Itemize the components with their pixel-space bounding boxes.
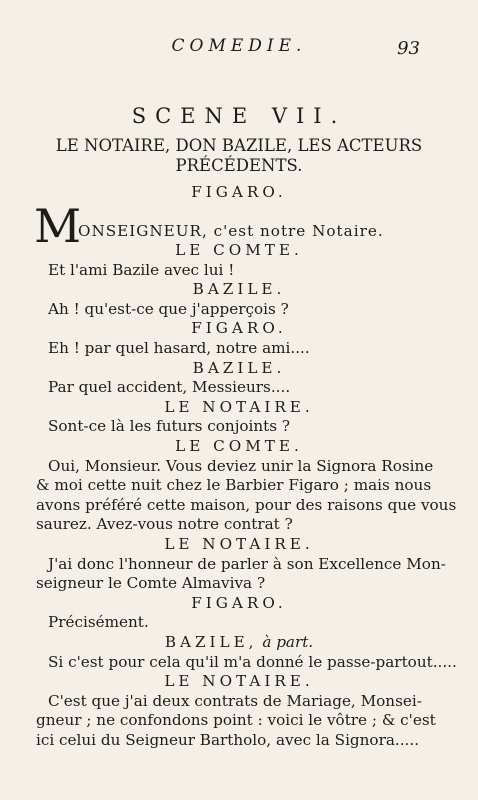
line-text: Précisément.	[48, 613, 149, 632]
line-text: seigneur le Comte Almaviva ?	[36, 574, 266, 593]
dialogue-line	[0, 613, 478, 632]
stage-direction: à part.	[257, 633, 314, 651]
dialogue-line	[0, 457, 478, 476]
opening-speaker: FIGARO.	[191, 183, 287, 201]
running-head: COMEDIE.	[171, 36, 307, 56]
speaker-label: LE COMTE.	[175, 241, 303, 259]
speaker-name	[0, 280, 478, 299]
speaker-name	[0, 398, 478, 417]
dialogue-line	[0, 653, 478, 672]
speaker-label: BAZILE,	[164, 633, 258, 651]
dialogue-line	[0, 574, 478, 593]
dialogue-line	[0, 476, 478, 495]
line-text: avons préféré cette maison, pour des raisons que vous	[36, 495, 457, 514]
scene-title: SCENE VII.	[131, 104, 347, 128]
speaker-name	[0, 359, 478, 378]
speaker-name	[0, 319, 478, 338]
speaker-name	[0, 535, 478, 554]
speaker-name	[0, 633, 478, 652]
speaker-name	[0, 437, 478, 456]
speaker-label: LE COMTE.	[175, 437, 303, 455]
line-text: Si c'est pour cela qu'il m'a donné le passe-partout.....	[48, 652, 457, 671]
line-text: J'ai donc l'honneur de parler à son Excellence Mon-	[48, 554, 446, 573]
speaker-label: BAZILE.	[192, 280, 286, 299]
line-text: Par quel accident, Messieurs....	[48, 378, 291, 397]
drop-cap: M	[34, 199, 82, 253]
line-text: Et l'ami Bazile avec lui !	[48, 260, 235, 279]
speaker-name	[0, 672, 478, 691]
speaker-label: LE NOTAIRE.	[164, 672, 314, 691]
line-text: Eh ! par quel hasard, notre ami....	[48, 339, 310, 357]
dialogue-line	[0, 731, 478, 750]
dialogue-line	[0, 496, 478, 515]
opening-text: ONSEIGNEUR, c'est notre Notaire.	[78, 222, 384, 240]
line-text: C'est que j'ai deux contrats de Mariage, Monsei-	[48, 691, 422, 710]
speaker-label: BAZILE.	[192, 358, 286, 377]
line-text: saurez. Avez-vous notre contrat ?	[36, 515, 293, 534]
dialogue-line	[0, 692, 478, 711]
dialogue-line	[0, 711, 478, 730]
page-number: 93	[397, 38, 420, 59]
line-text: Oui, Monsieur. Vous deviez unir la Signora Rosine	[48, 456, 434, 475]
line-text: & moi cette nuit chez le Barbier Figaro ; mais nous	[36, 476, 432, 495]
speaker-label: LE NOTAIRE.	[164, 535, 314, 553]
speaker-name	[0, 594, 478, 613]
line-text: Ah ! qu'est-ce que j'apperçois ?	[48, 299, 289, 318]
speaker-name	[0, 241, 478, 260]
scene-characters: LE NOTAIRE, DON BAZILE, LES ACTEURS PRÉCÉDENTS.	[55, 136, 423, 175]
line-text: ici celui du Seigneur Bartholo, avec la Signora.....	[36, 731, 420, 749]
dialogue-line	[0, 339, 478, 358]
dialogue-line	[0, 378, 478, 397]
dialogue-line	[0, 555, 478, 574]
dialogue-line	[0, 417, 478, 436]
speaker-label: LE NOTAIRE.	[164, 397, 314, 416]
dialogue-line	[0, 515, 478, 534]
line-text: Sont-ce là les futurs conjoints ?	[48, 417, 291, 436]
dialogue-line	[0, 300, 478, 319]
dialogue-line	[0, 261, 478, 280]
speaker-label: FIGARO.	[191, 319, 287, 338]
speaker-label: FIGARO.	[191, 593, 287, 612]
line-text: gneur ; ne confondons point : voici le vôtre ; & c'est	[36, 711, 436, 730]
